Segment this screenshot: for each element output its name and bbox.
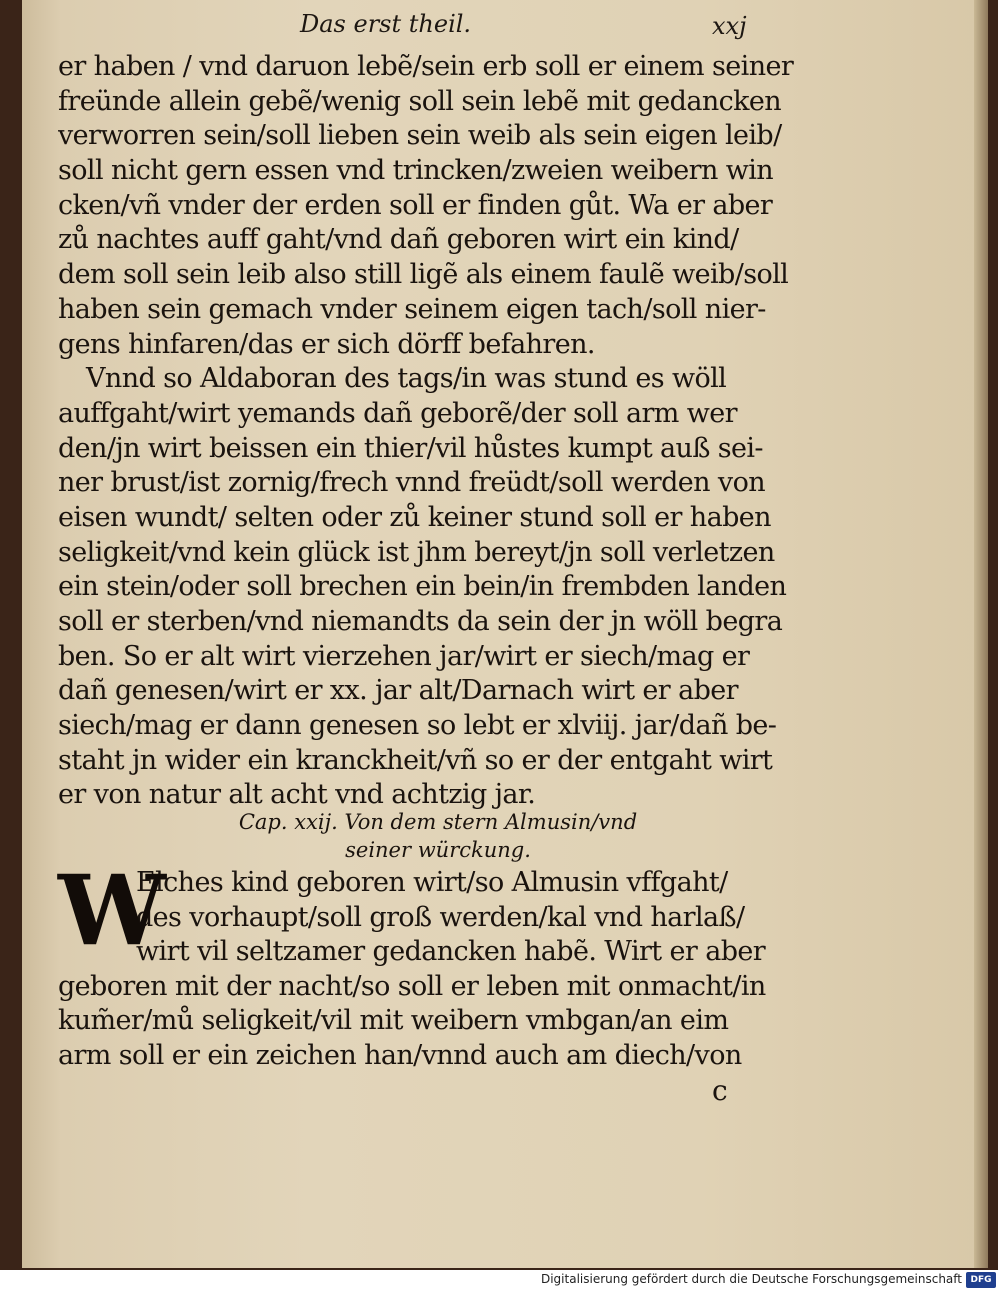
chapter-heading-line: Cap. xxij. Von dem stern Almusin/vnd <box>238 810 638 834</box>
text-line: ner brust/ist zornig/frech vnnd freüdt/soll werden von <box>58 467 766 499</box>
folio-number: xxj <box>712 12 747 40</box>
text-line: haben sein gemach vnder seinem eigen tach/soll nier- <box>58 293 766 325</box>
text-line: arm soll er ein zeichen han/vnnd auch am diech/von <box>58 1039 742 1071</box>
text-line: soll er sterben/vnd niemandts da sein der jn wöll begra <box>58 606 783 637</box>
text-line: soll nicht gern essen vnd trincken/zweien weibern win <box>58 155 774 187</box>
chapter-heading-line: seiner würckung. <box>345 838 531 862</box>
page-edge <box>974 0 988 1268</box>
text-line: geboren mit der nacht/so soll er leben mit onmacht/in <box>58 970 766 1002</box>
text-line: dañ genesen/wirt er xx. jar alt/Darnach wirt er aber <box>58 675 738 707</box>
text-line: staht jn wider ein kranckheit/vñ so er der entgaht wirt <box>58 744 773 776</box>
text-line: ben. So er alt wirt vierzehen jar/wirt er siech/mag er <box>58 640 750 672</box>
text-line: cken/vñ vnder der erden soll er finden gůt. Wa er aber <box>58 189 773 221</box>
funding-credit: Digitalisierung gefördert durch die Deutsche Forschungsgemeinschaft <box>540 1272 962 1286</box>
text-line: siech/mag er dann genesen so lebt er xlviij. jar/dañ be- <box>58 710 777 742</box>
running-title: Das erst theil. <box>300 10 472 38</box>
decorated-initial: W <box>58 854 166 967</box>
text-line: zů nachtes auff gaht/vnd dañ geboren wirt ein kind/ <box>58 224 739 256</box>
text-line: kum̃er/mů seligkeit/vil mit weibern vmbgan/an eim <box>58 1005 729 1036</box>
text-line: er haben / vnd daruon lebẽ/sein erb soll er einem seiner <box>58 51 794 82</box>
chapter-text <box>58 854 818 1073</box>
text-line: eisen wundt/ selten oder zů keiner stund soll er haben <box>58 501 771 533</box>
text-line: des vorhaupt/soll groß werden/kal vnd harlaß/ <box>136 901 745 933</box>
text-line: seligkeit/vnd kein glück ist jhm bereyt/jn soll verletzen <box>58 536 775 568</box>
credit-bar <box>0 1270 1000 1292</box>
text-line: auffgaht/wirt yemands dañ geborẽ/der soll arm wer <box>58 397 737 429</box>
text-line: gens hinfaren/das er sich dörff befahren. <box>58 328 595 360</box>
text-line: Elches kind geboren wirt/so Almusin vffgaht/ <box>136 867 728 898</box>
text-line: verworren sein/soll lieben sein weib als sein eigen leib/ <box>58 120 782 152</box>
body-text <box>58 50 818 813</box>
text-line: dem soll sein leib also still ligẽ als einem faulẽ weib/soll <box>58 259 789 291</box>
text-line: ein stein/oder soll brechen ein bein/in frembden landen <box>58 571 787 603</box>
book-page <box>22 0 988 1268</box>
dfg-logo-icon[interactable]: DFG <box>966 1272 996 1288</box>
signature-mark: c <box>712 1074 728 1107</box>
text-line: er von natur alt acht vnd achtzig jar. <box>58 779 536 811</box>
chapter-heading <box>58 808 818 864</box>
text-line: wirt vil seltzamer gedancken habẽ. Wirt er aber <box>136 936 766 967</box>
text-line: den/jn wirt beissen ein thier/vil hůstes kumpt auß sei- <box>58 432 763 464</box>
text-line: freünde allein gebẽ/wenig soll sein lebẽ mit gedancken <box>58 85 782 117</box>
running-head <box>22 4 988 38</box>
text-line: Vnnd so Aldaboran des tags/in was stund es wöll <box>86 363 727 395</box>
